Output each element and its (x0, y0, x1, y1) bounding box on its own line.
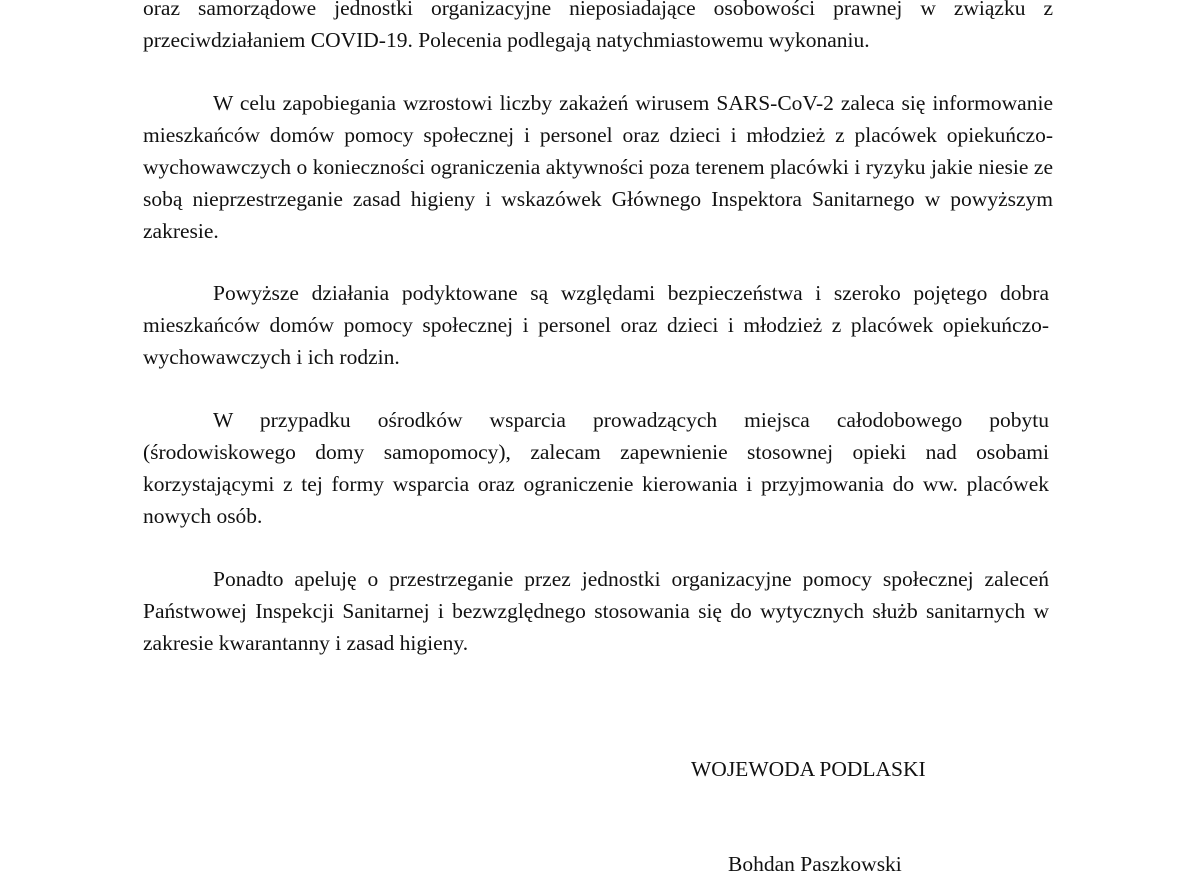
paragraph-appeal: Ponadto apeluję o przestrzeganie przez jednostki organizacyjne pomocy społecznej zaleceń Państwowej Inspekcji Sanitarnej i bezwzględnego stosowania się do wytycznych służb sanitarnych w zakresie kwarantanny i zasad higieny. (143, 567, 1049, 655)
signature-title: WOJEWODA PODLASKI (691, 757, 926, 781)
paragraph-infection-prevention: W celu zapobiegania wzrostowi liczby zakażeń wirusem SARS-CoV-2 zaleca się informowanie mieszkańców domów pomocy społecznej i personel oraz dzieci i młodzież z placówek opiekuńczo-wychowawczych o konieczności ograniczenia aktywności poza terenem placówki i ryzyku jakie niesie ze sobą nieprzestrzeganie zasad higieny i wskazówek Głównego Inspektora Sanitarnego w powyższym zakresie. (143, 91, 1053, 243)
paragraph-safety-reasons: Powyższe działania podyktowane są względami bezpieczeństwa i szeroko pojętego dobra mieszkańców domów pomocy społecznej i personel oraz dzieci i młodzież z placówek opiekuńczo-wychowawczych i ich rodzin. (143, 281, 1049, 369)
signature-name: Bohdan Paszkowski (728, 852, 902, 876)
paragraph-support-centers: W przypadku ośrodków wsparcia prowadzących miejsca całodobowego pobytu (środowiskowego domy samopomocy), zalecam zapewnienie stosownej opieki nad osobami korzystającymi z tej formy wsparcia oraz ograniczenie kierowania i przyjmowania do ww. placówek nowych osób. (143, 408, 1049, 528)
paragraph-continuation: oraz samorządowe jednostki organizacyjne nieposiadające osobowości prawnej w związku z przeciwdziałaniem COVID-19. Polecenia podlegają natychmiastowemu wykonaniu. (143, 0, 1053, 52)
